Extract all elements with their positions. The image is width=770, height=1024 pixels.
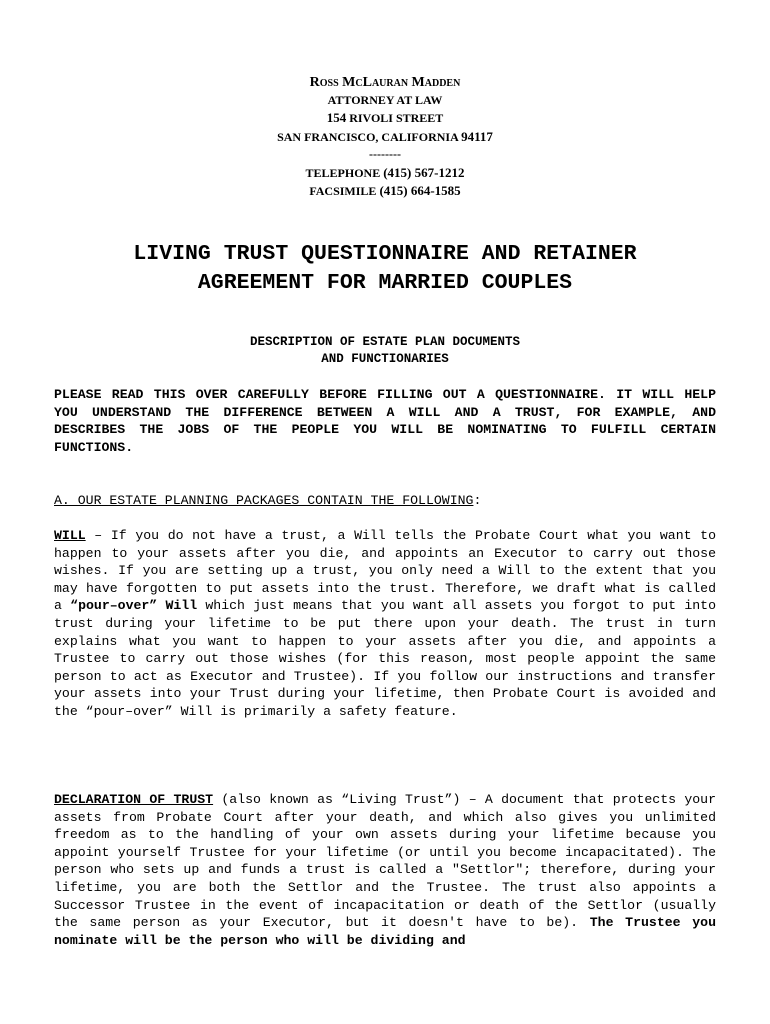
street-address — [0, 109, 770, 128]
facsimile-label: FACSIMILE — [309, 184, 377, 198]
section-a-colon: : — [473, 493, 482, 508]
telephone-label: TELEPHONE — [305, 165, 381, 180]
city-address — [0, 128, 770, 147]
title-line-1: LIVING TRUST QUESTIONNAIRE AND RETAINER — [133, 242, 637, 266]
document-title — [0, 240, 770, 298]
letterhead — [0, 74, 770, 201]
subtitle-line-2: AND FUNCTIONARIES — [321, 352, 449, 366]
facsimile-line — [0, 182, 770, 201]
attorney-title: ATTORNEY AT LAW — [327, 92, 443, 107]
subtitle-line-1: DESCRIPTION OF ESTATE PLAN DOCUMENTS — [249, 335, 521, 349]
letterhead-divider: -------- — [369, 147, 401, 161]
will-term: WILL — [54, 528, 86, 543]
will-emphasis: “pour–over” Will — [70, 598, 198, 614]
will-text-1: – If you do not have a trust, a Will tells the Probate Court what you want to happen to your assets after you die, and appoints an Executor to carry out those wishes. If you are setting up a trust, you only need a Will to the extent that you may have forgotten to put assets into the trust. Therefore, we draft what is called a — [54, 528, 716, 614]
will-paragraph — [54, 527, 716, 721]
telephone-number: (415) 567-1212 — [383, 164, 465, 180]
zip-code: 94117 — [461, 128, 493, 144]
section-subtitle — [0, 334, 770, 368]
title-line-2: AGREEMENT FOR MARRIED COUPLES — [197, 271, 573, 295]
will-text-2: which just means that you want all assets you forgot to put into trust during your lifetime to be put there upon your death. The trust in turn explains what you want to happen to your assets after you die, and appoints a Trustee to carry out those wishes (for this reason, most people appoint the same person to act as Executor and Trustee). If you follow our instructions and transfer your assets into your Trust during your lifetime, then Probate Court is avoided and the “pour–over” Will is primarily a safety feature. — [54, 598, 716, 719]
declaration-text-1: (also known as “Living Trust”) – A document that protects your assets from Probate Court after your death, and which also gives you unlimited freedom as to the handling of your own assets during your lifetime because you appoint yourself Trustee for your lifetime (or until you become incapacitated). The person who sets up and funds a trust is called a "Settlor"; therefore, during your lifetime, you are both the Settlor and the Trustee. The trust also appoints a Successor Trustee in the event of incapacitation or death of the Settlor (usually the same person as your Executor, but it doesn't have to be). — [54, 792, 716, 931]
city-state: SAN FRANCISCO, CALIFORNIA — [277, 129, 459, 144]
section-a-heading-text: A. OUR ESTATE PLANNING PACKAGES CONTAIN THE FOLLOWING — [54, 493, 474, 508]
facsimile-number: (415) 664-1585 — [379, 183, 461, 198]
telephone-line — [0, 164, 770, 183]
street-number: 154 — [326, 110, 347, 125]
intro-paragraph: PLEASE READ THIS OVER CAREFULLY BEFORE FILLING OUT A QUESTIONNAIRE. IT WILL HELP YOU UNDERSTAND THE DIFFERENCE BETWEEN A WILL AND A TRUST, FOR EXAMPLE, AND DESCRIBES THE JOBS OF THE PEOPLE YOU WILL BE NOMINATING TO FULFILL CERTAIN FUNCTIONS. — [54, 387, 716, 455]
street-name: RIVOLI STREET — [349, 111, 444, 125]
attorney-name: Ross McLauran Madden — [309, 75, 461, 90]
declaration-emphasis: The Trustee you nominate will be the person who will be dividing and — [54, 915, 716, 948]
section-a-heading — [54, 492, 716, 510]
declaration-term: DECLARATION OF TRUST — [54, 792, 214, 807]
declaration-paragraph — [54, 791, 716, 949]
